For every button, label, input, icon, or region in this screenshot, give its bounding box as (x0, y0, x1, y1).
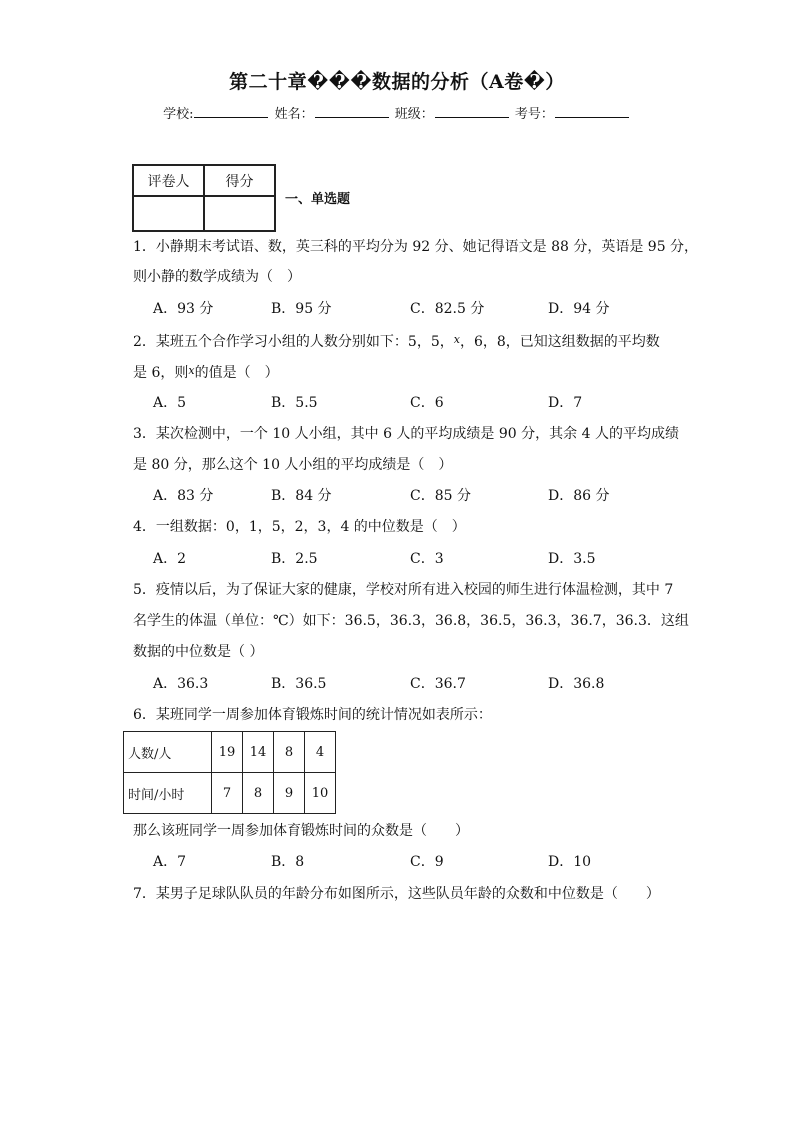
table-cell: 7 (212, 773, 243, 814)
table-cell: 9 (274, 773, 305, 814)
question-2-option-b[interactable]: B．5.5 (271, 395, 318, 411)
question-3-line-2: 是 80 分，那么这个 10 人小组的平均成绩是（ ） (133, 457, 453, 473)
question-4-option-d[interactable]: D．3.5 (548, 551, 596, 567)
section-heading: 一、单选题 (285, 192, 351, 207)
question-2-option-d[interactable]: D．7 (548, 395, 583, 411)
question-2-text-b: ，6，8，已知这组数据的平均数 (459, 334, 660, 350)
question-6-option-d[interactable]: D．10 (548, 854, 592, 870)
row-header-people: 人数/人 (124, 732, 212, 773)
variable-x: x (453, 333, 460, 346)
table-row (124, 732, 336, 773)
row-header-hours: 时间/小时 (124, 773, 212, 814)
question-4-option-b[interactable]: B．2.5 (271, 551, 318, 567)
question-7-line-1: 7．某男子足球队队员的年龄分布如图所示，这些队员年龄的众数和中位数是（ ） (133, 886, 660, 902)
table-cell: 14 (243, 732, 274, 773)
name-label: 姓名： (274, 107, 314, 122)
page-title: 第二十章���数据的分析（A卷�） (229, 71, 565, 93)
table-cell: 4 (305, 732, 336, 773)
question-6-option-c[interactable]: C．9 (410, 854, 444, 870)
question-5-option-d[interactable]: D．36.8 (548, 676, 605, 692)
school-label: 学校: (163, 107, 194, 122)
question-4-line-1: 4．一组数据：0，1，5，2，3，4 的中位数是（ ） (133, 519, 466, 535)
table-cell: 8 (274, 732, 305, 773)
question-1-option-b[interactable]: B．95 分 (271, 301, 332, 317)
question-2-line-1 (133, 331, 660, 351)
question-1-option-d[interactable]: D．94 分 (548, 301, 610, 317)
table-cell: 19 (212, 732, 243, 773)
question-2-text-a: 2．某班五个合作学习小组的人数分别如下：5，5， (133, 334, 454, 350)
question-1-line-2: 则小静的数学成绩为（ ） (133, 269, 301, 285)
question-6-line-1: 6．某班同学一周参加体育锻炼时间的统计情况如表所示： (133, 707, 492, 723)
question-2-text-d: 的值是（ ） (194, 365, 279, 381)
question-3-option-c[interactable]: C．85 分 (410, 488, 471, 504)
question-3-option-a[interactable]: A．83 分 (153, 488, 214, 504)
score-cell[interactable] (204, 196, 275, 231)
question-3-option-d[interactable]: D．86 分 (548, 488, 610, 504)
question-5-line-2: 名学生的体温（单位：℃）如下：36.5，36.3，36.8，36.5，36.3，36.7，36.3．这组 (133, 613, 689, 629)
question-6-option-a[interactable]: A．7 (153, 854, 187, 870)
question-2-line-2 (133, 362, 279, 382)
question-5-option-b[interactable]: B．36.5 (271, 676, 327, 692)
question-2-text-c: 是 6，则 (133, 365, 189, 381)
question-5-option-a[interactable]: A．36.3 (153, 676, 209, 692)
question-5-line-1: 5．疫情以后，为了保证大家的健康，学校对所有进入校园的师生进行体温检测，其中 7 (133, 582, 674, 598)
score-header: 得分 (204, 165, 275, 196)
school-blank[interactable] (194, 105, 268, 118)
question-5-line-3: 数据的中位数是（ ） (133, 644, 264, 660)
exercise-time-table (123, 731, 336, 814)
question-2-option-c[interactable]: C．6 (410, 395, 444, 411)
question-1-line-1: 1．小静期末考试语、数，英三科的平均分为 92 分、她记得语文是 88 分，英语是 95 分， (133, 239, 699, 255)
exam-number-blank[interactable] (555, 105, 629, 118)
score-table (132, 164, 276, 232)
question-3-line-1: 3．某次检测中，一个 10 人小组，其中 6 人的平均成绩是 90 分，其余 4 人的平均成绩 (133, 426, 679, 442)
exam-number-label: 考号： (514, 107, 554, 122)
question-3-option-b[interactable]: B．84 分 (271, 488, 332, 504)
table-cell: 8 (243, 773, 274, 814)
reviewer-header: 评卷人 (133, 165, 204, 196)
student-info-line (0, 103, 794, 122)
class-blank[interactable] (435, 105, 509, 118)
variable-x-2: x (188, 364, 195, 377)
reviewer-cell[interactable] (133, 196, 204, 231)
question-2-option-a[interactable]: A．5 (153, 395, 187, 411)
question-1-option-a[interactable]: A．93 分 (153, 301, 214, 317)
table-cell: 10 (305, 773, 336, 814)
class-label: 班级： (394, 107, 434, 122)
question-6-line-2: 那么该班同学一周参加体育锻炼时间的众数是（ ） (133, 823, 469, 839)
question-1-option-c[interactable]: C．82.5 分 (410, 301, 485, 317)
question-4-option-a[interactable]: A．2 (153, 551, 187, 567)
name-blank[interactable] (315, 105, 389, 118)
question-6-option-b[interactable]: B．8 (271, 854, 305, 870)
question-5-option-c[interactable]: C．36.7 (410, 676, 466, 692)
question-4-option-c[interactable]: C．3 (410, 551, 444, 567)
table-row (124, 773, 336, 814)
